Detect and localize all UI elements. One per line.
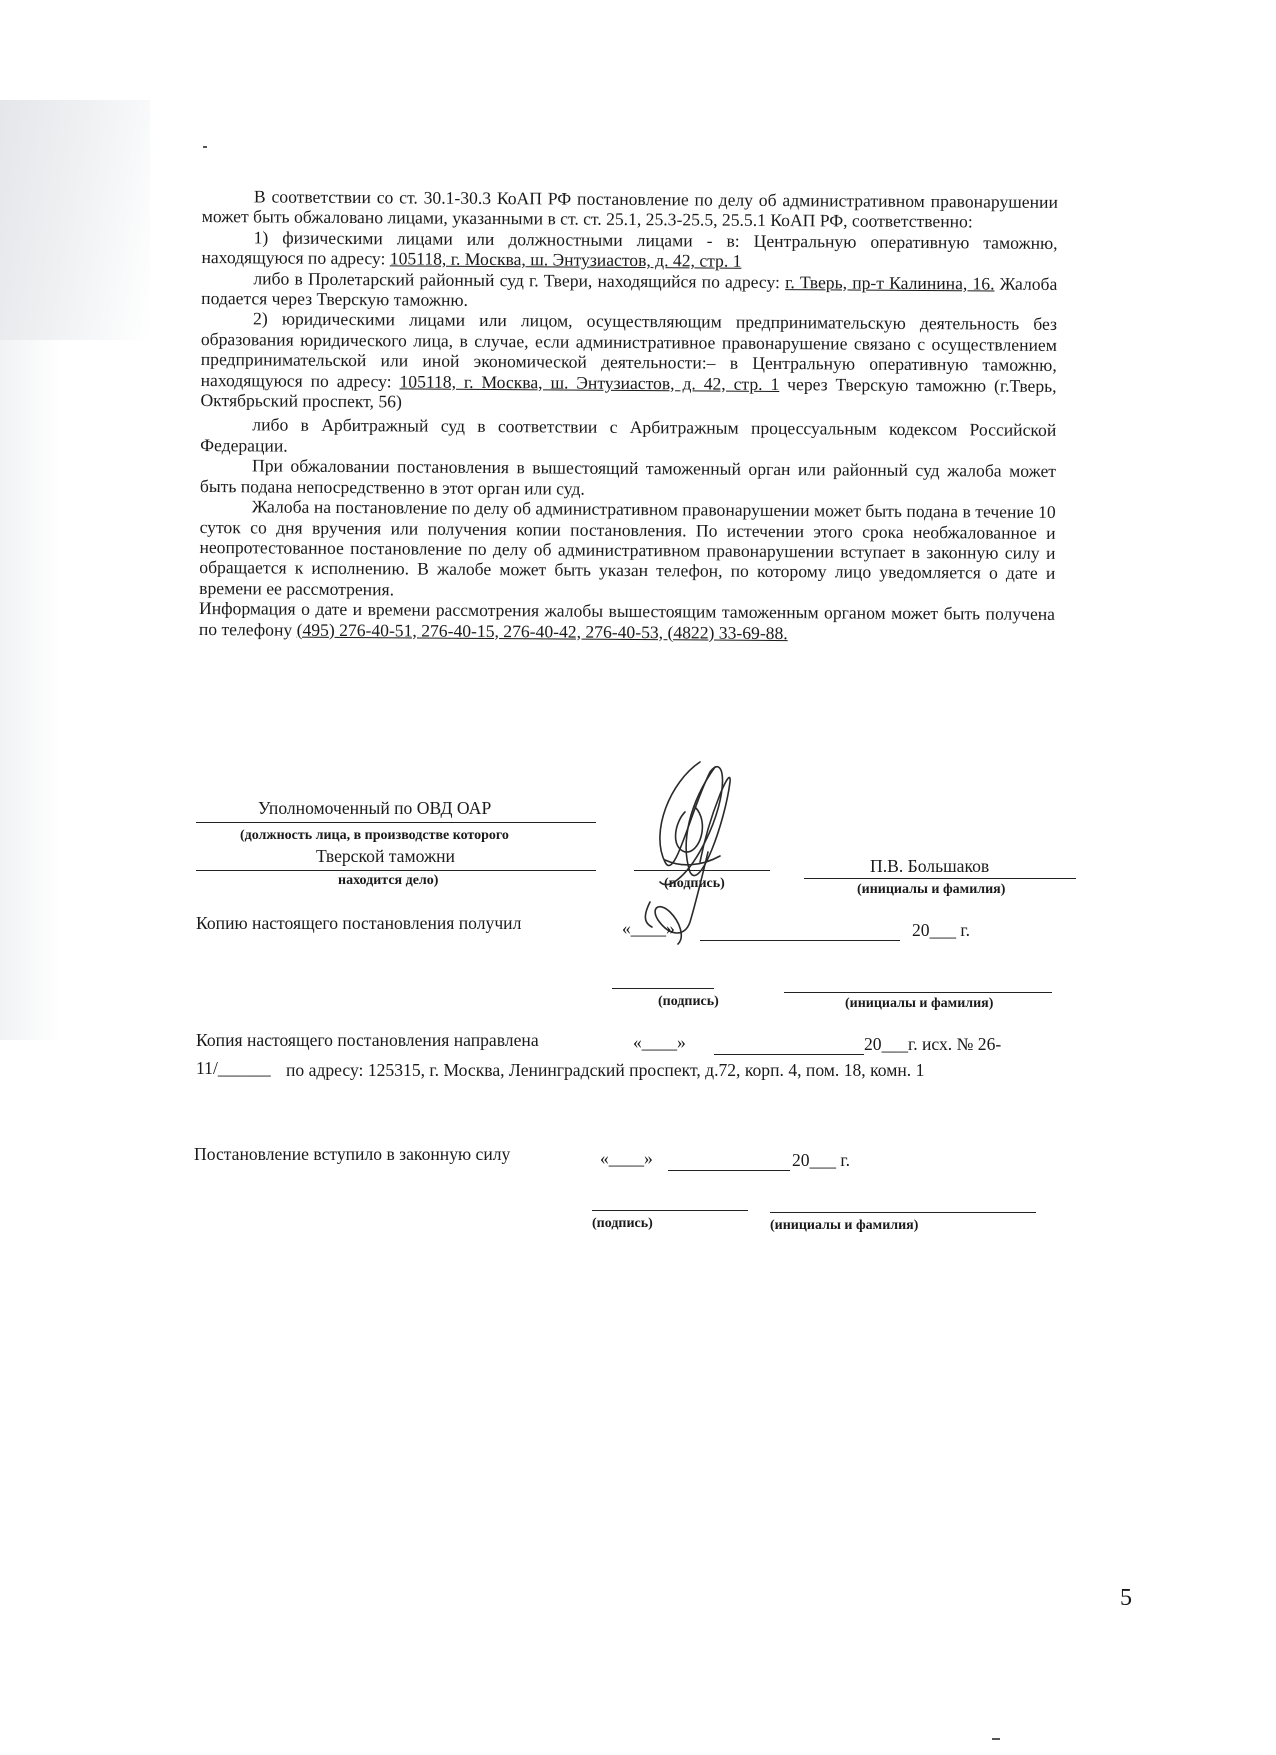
name-underline (804, 878, 1076, 879)
item-1-text: 1) физическими лицами или должностными лицами - в: Центральную оперативную таможню, находящуюся по адресу: (201, 227, 1058, 269)
item-2-paragraph (200, 308, 1057, 416)
appeal-procedure-text (199, 186, 1058, 645)
scan-edge-shadow (0, 100, 150, 340)
received-name-line (784, 992, 1052, 993)
item-1-court-paragraph (201, 268, 1057, 315)
higher-authority-paragraph (200, 455, 1056, 502)
scan-edge-shadow (0, 340, 60, 1040)
deadline-text: Жалоба на постановление по делу об административном правонарушении может быть подана в течение 10 суток со дня вручения или получения копии постановления. По истечении этого срока необжалованное и неопротестованное постановление по делу об административном правонарушении вступает в законную силу и обращается к исполнению. В жалобе может быть указан телефон, по которому лицо уведомляется о дате и времени ее рассмотрения. (199, 496, 1056, 600)
position-caption: (должность лица, в производстве которого (240, 828, 509, 843)
info-text: Информация о дате и времени рассмотрения жалобы вышестоящим таможенным органом может быть получена по телефону (198, 598, 1056, 640)
official-position-line1: Уполномоченный по ОВД ОАР (258, 798, 492, 818)
sent-address: по адресу: 125315, г. Москва, Ленинградский проспект, д.72, корп. 4, пом. 18, комн. 1 (286, 1060, 925, 1080)
effective-label: Постановление вступило в законную силу (194, 1144, 511, 1164)
deadline-paragraph (199, 496, 1056, 604)
position-underline (196, 822, 596, 823)
name-caption: (инициалы и фамилия) (857, 882, 1006, 897)
intro-paragraph (202, 186, 1058, 233)
intro-text: В соответствии со ст. 30.1-30.3 КоАП РФ постановление по делу об административном правонарушении может быть обжаловано лицами, указанными в ст. ст. 25.1, 25.3-25.5, 25.5.1 КоАП РФ, соответственно: (201, 186, 1058, 232)
arbitration-paragraph (200, 414, 1056, 461)
received-signature-caption: (подпись) (658, 994, 719, 1009)
phone-numbers: (495) 276-40-51, 276-40-15, 276-40-42, 276-40-53, (4822) 33-69-88. (296, 619, 788, 643)
item-2-text: 2) юридическими лицами или лицом, осуществляющим предпринимательскую деятельность без образования юридического лица, в случае, если административное правонарушение связано с осуществлением предпринимательской или иной экономической деятельности:– в Центральную оперативную таможню, находящуюся по адресу: (200, 308, 1058, 392)
sent-date-field: «____» (633, 1032, 686, 1052)
effective-date-field: «____» (600, 1148, 653, 1168)
received-signature-line (612, 988, 714, 989)
effective-month-line (668, 1170, 790, 1171)
received-month-line (700, 940, 900, 941)
effective-signature-line (592, 1210, 748, 1211)
position-underline-2 (196, 870, 596, 871)
sent-year-ref: 20___г. исх. № 26- (864, 1034, 1002, 1054)
item-2-via-text: через Тверскую таможню (г.Тверь, Октябрьский проспект, 56) (200, 373, 1057, 412)
sent-ref-number: 11/______ (196, 1058, 271, 1078)
received-name-caption: (инициалы и фамилия) (845, 996, 994, 1011)
court-text: либо в Пролетарский районный суд г. Твери, находящийся по адресу: (253, 267, 786, 292)
sent-month-line (714, 1054, 864, 1055)
info-paragraph (199, 598, 1055, 645)
effective-name-line (770, 1212, 1036, 1213)
arbitration-text: либо в Арбитражный суд в соответствии с Арбитражным процессуальным кодексом Российской Федерации. (200, 414, 1057, 456)
court-address: г. Тверь, пр-т Калинина, 16. (785, 271, 995, 294)
central-customs-address: 105118, г. Москва, ш. Энтузиастов, д. 42, стр. 1 (389, 248, 742, 271)
official-name: П.В. Большаков (870, 856, 990, 876)
sent-label: Копия настоящего постановления направлена (196, 1030, 539, 1050)
signature-caption: (подпись) (664, 876, 725, 891)
scan-speck (203, 146, 207, 148)
scan-speck (992, 1738, 1000, 1740)
official-position-line2: Тверской таможни (316, 846, 455, 866)
case-caption: находится дело) (338, 873, 439, 888)
effective-name-caption: (инициалы и фамилия) (770, 1218, 919, 1233)
court-note: Жалоба подается через Тверскую таможню. (201, 273, 1058, 310)
received-label: Копию настоящего постановления получил (196, 913, 522, 933)
higher-authority-text: При обжаловании постановления в вышестоящий таможенный орган или районный суд жалоба может быть подана непосредственно в этот орган или суд. (199, 455, 1057, 499)
received-date-field: «____» (622, 918, 675, 938)
effective-signature-caption: (подпись) (592, 1216, 653, 1231)
effective-year: 20___ г. (792, 1150, 851, 1170)
item-1-paragraph (201, 227, 1057, 274)
central-customs-address-2: 105118, г. Москва, ш. Энтузиастов, д. 42, стр. 1 (399, 371, 780, 394)
page-number: 5 (1120, 1585, 1132, 1611)
received-year: 20___ г. (912, 920, 971, 940)
